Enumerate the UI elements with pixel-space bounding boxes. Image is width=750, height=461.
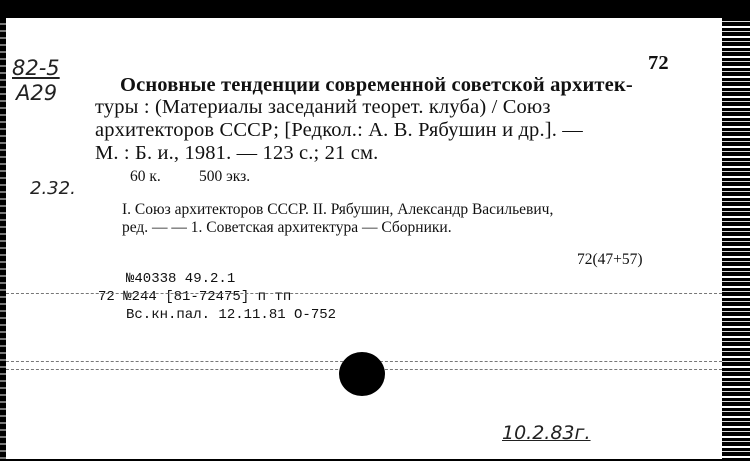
- catalog-card: [6, 18, 722, 459]
- copies: 500 экз.: [199, 168, 251, 185]
- call-number-top: 82-5: [12, 56, 60, 80]
- subjects-line-2: ред. — — 1. Советская архитектура — Сборники.: [122, 219, 452, 236]
- classification: 72(47+57): [577, 251, 643, 268]
- body-line-2: архитекторов СССР; [Редкол.: А. В. Рябушин и др.]. —: [95, 119, 583, 141]
- call-number-bottom: A29: [16, 81, 58, 105]
- record-line-3: Вс.кн.пал. 12.11.81 О-752: [126, 307, 337, 323]
- price: 60 к.: [130, 168, 161, 185]
- record-line-1: №40338 49.2.1: [126, 271, 236, 287]
- record-line-2: 72 №244 [81-72475] п тп: [98, 289, 292, 305]
- card-number: 72: [648, 52, 669, 74]
- body-line-3: М. : Б. и., 1981. — 123 с.; 21 см.: [95, 142, 379, 164]
- scan-right-edge: [722, 18, 750, 461]
- punch-hole: [339, 352, 385, 396]
- body-line-1: туры : (Материалы заседаний теорет. клуба) / Союз: [95, 96, 551, 118]
- subjects-line-1: I. Союз архитекторов СССР. II. Рябушин, Александр Васильевич,: [122, 201, 554, 218]
- handwritten-note: 2.32.: [30, 178, 76, 199]
- handwritten-date: 10.2.83г.: [502, 422, 591, 444]
- divider-line: [6, 293, 722, 294]
- title-line: Основные тенденции современной советской архитек-: [120, 74, 633, 96]
